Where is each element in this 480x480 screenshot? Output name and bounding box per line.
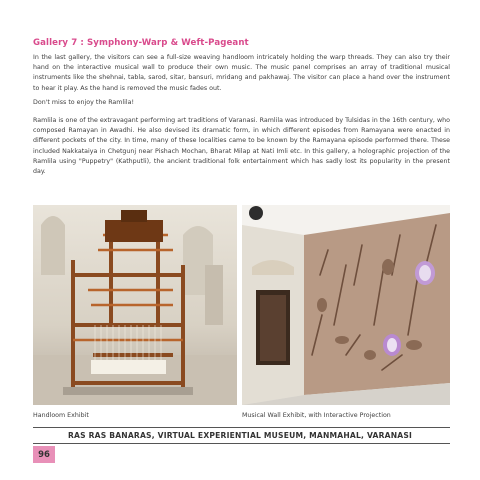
footer-title: RAS RAS BANARAS, VIRTUAL EXPERIENTIAL MUSEUM, MANMAHAL, VARANASI bbox=[67, 431, 413, 440]
ramlila-callout: Don't miss to enjoy the Ramlila! bbox=[33, 99, 135, 106]
handloom-caption: Handloom Exhibit bbox=[33, 412, 89, 419]
intro-paragraph: In the last gallery, the visitors can see a full-size weaving handloom intricately holding the warp threads. They can also try their hand on the interactive musical wall to produce their own music. The music panel comprises an array of traditional musical instruments like the shehnai, tabla, sarod, sitar, bansuri, mridang and pakhawaj. The visitor can place a hand over the instrument to hear it play. As the hand is removed the music fades out. bbox=[33, 54, 450, 92]
handloom-photo bbox=[33, 205, 237, 405]
musical-wall-caption: Musical Wall Exhibit, with Interactive Projection bbox=[242, 412, 391, 419]
ramlila-paragraph: Ramlila is one of the extravagant performing art traditions of Varanasi. Ramlila was introduced by Tulsidas in the 16th century, who composed Ramayan in Awadhi. He also devised its dramatic form, in which different episodes from Ramayana were enacted in different pockets of the city. In time, many of these localities came to be known by the Ramayana episode performed there. These included Nakkataiya in Chetgunj near Pishach Mochan, Bharat Milap at Nati Imli etc. In this gallery, a holographic projection of the Ramlila using "Puppetry" (Kathputli), the ancient traditional folk entertainment which has sadly lost its popularity in the present day. bbox=[33, 117, 450, 176]
musical-wall-photo bbox=[242, 205, 450, 405]
page-number: 96 bbox=[33, 446, 55, 463]
footer-top-rule bbox=[33, 427, 450, 428]
gallery-heading: Gallery 7 : Symphony-Warp & Weft-Pageant bbox=[33, 38, 249, 48]
footer-bottom-rule bbox=[33, 443, 450, 444]
